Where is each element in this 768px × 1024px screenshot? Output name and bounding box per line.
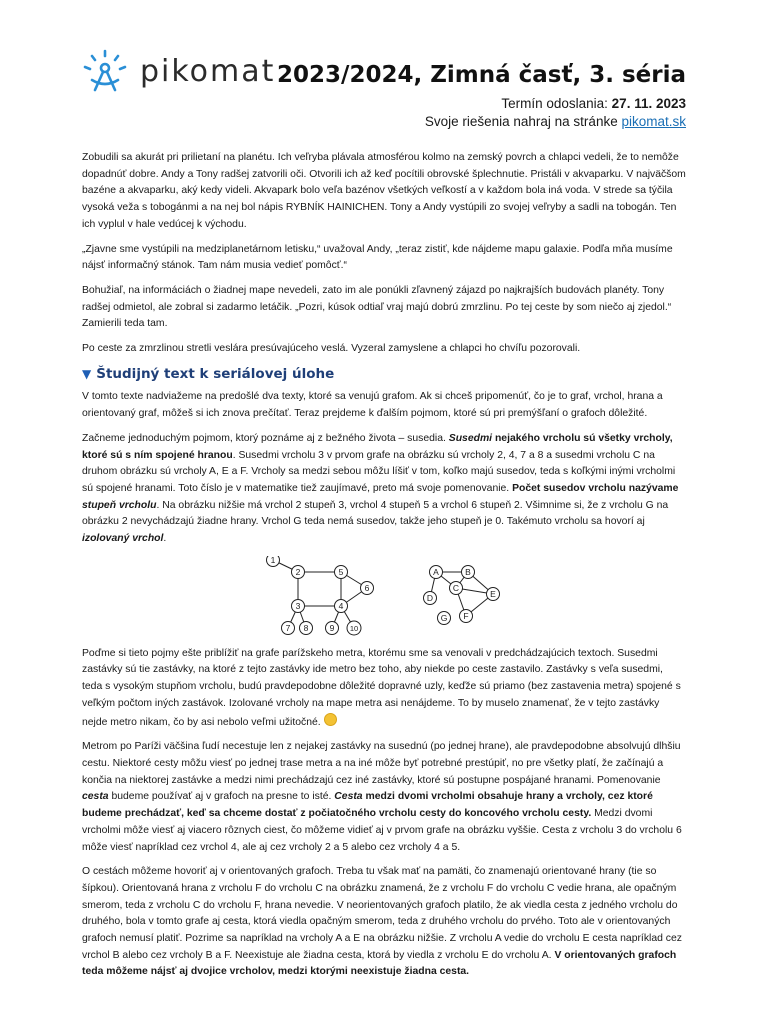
graph2-edges [430, 572, 493, 616]
term-isolated-vertex: izolovaný vrchol [82, 533, 164, 545]
text-run: budeme používať aj v grafoch na presne to isté. [108, 791, 335, 803]
text-run: Metrom po Paríži väčšina ľudí necestuje len z nejakej zastávky na susednú (po jednej hrane), ale pravdepodobne absolvujú dlhšiu cestu. Niektoré cesty môžu viesť po jednej trase metra a na iné môže byť potrebné prestúpiť, no pre všetky platí, že začínajú a končia na niektorej zastávke a medzi nimi prechádzajú cez iné zastávky, ktoré sú postupne pospájané hranami. Pomenovanie [82, 741, 681, 786]
graph1-node-label: 7 [285, 622, 291, 633]
study-paragraph-5 [82, 864, 686, 981]
compass-icon [80, 48, 130, 96]
term-susedmi: Susedmi [448, 432, 493, 444]
term-cesta: cesta [82, 791, 109, 803]
graph-figures [82, 556, 686, 640]
submit-info [425, 114, 686, 129]
main-content [82, 150, 686, 989]
pikomat-logo[interactable] [80, 48, 290, 96]
deadline-label: Termín odoslania: [501, 96, 612, 111]
study-paragraph-1: V tomto texte nadviažeme na predošlé dva texty, ktoré sa venujú grafom. Ak si chceš pripomenúť, čo je to graf, vrchol, hrana a orientovaný graf, môžeš si ich znova prečítať. Teraz prejdeme k ďalším pojmom, ktoré sú pri premýšľaní o grafoch dôležité. [82, 391, 663, 420]
graph2-node-label: G [440, 612, 448, 623]
text-run: . Susedmi vrcholu 3 v prvom grafe na obrázku sú vrcholy 2, 4, 7 a 8 a susedmi vrcholu C na druhom obrázku sú vrcholy A, E a F. Vrcholy sa medzi sebou môžu líšiť v tom, koľko majú susedov, teda s koľkými inými vrcholmi sú spojené hranami. Toto číslo je v matematike tiež zaujímavé, preto má svoje pomenovanie. [82, 449, 676, 494]
deadline [501, 96, 686, 111]
text-run: Začneme jednoduchým pojmom, ktorý poznáme aj z bežného života – susedia. [82, 432, 449, 444]
graph1-edges [273, 560, 367, 628]
graph1-node-label: 9 [329, 622, 335, 633]
graph1-node-label: 8 [303, 622, 309, 633]
text-run: Poďme si tieto pojmy ešte priblížiť na grafe parížskeho metra, ktorému sme sa venovali v predchádzajúcich textoch. Susedmi zastávky sú tie zastávky, na ktoré z tejto zastávky ide metro bez toho, aby niekde po ceste zastavilo. Zastávky s veľa susedmi, teda s vysokým stupňom vrcholu, budú pravdepodobne dôležité dopravné uzly, keďže sú priamo (bez zastavenia metra) spojené s veľkým počtom iných zastávok. Izolované vrcholy na mape metra asi nenájdeme. To by muselo znamenať, že v tejto zastávky nejde metro nikam, čo by asi nebolo veľmi užitočné. [82, 647, 681, 728]
definition-degree: Počet susedov vrcholu nazývame [512, 482, 679, 494]
page-header [0, 0, 768, 140]
term-cesta-definition: Cesta [334, 791, 363, 803]
graph1-node-label: 10 [349, 623, 359, 633]
definition-neighbors: nejakého vrcholu sú všetky vrcholy, ktoré sú s ním spojené hranou [82, 432, 673, 461]
term-degree: stupeň vrcholu [82, 499, 157, 511]
graph1-node-label: 1 [270, 555, 276, 565]
graph1-node-label: 6 [364, 582, 370, 593]
graph2-node-label: D [426, 592, 434, 603]
story-paragraph-3: Bohužiaľ, na informáciách o žiadnej mape nevedeli, zato im ale ponúkli zľavnený zájazd po najkrajších budovách planéty. Tony radšej odmietol, ale zobral si zadarmo letáčik. „Pozri, kúsok odtiaľ vraj majú dobrú zmrzlinu. Po tej ceste by som niečo aj zjedol.“ Zamierili teda tam. [82, 284, 672, 330]
text-run: Medzi dvomi vrcholmi môže viesť aj viacero rôznych ciest, čo môžeme vidieť aj v prvom grafe na obrázku vyššie. Cesta z vrcholu 3 do vrcholu 6 môže viesť napríklad cez vrchol 4, ale aj cez vrcholy 2 a 5 alebo cez vrcholy 4 a 5. [82, 808, 682, 853]
study-paragraph-2 [82, 431, 686, 548]
graph1-node-label: 4 [338, 600, 344, 611]
text-run: . [163, 533, 167, 545]
text-run: O cestách môžeme hovoriť aj v orientovaných grafoch. Treba tu však mať na pamäti, čo znamenajú orientované hrany (tie so šípkou). Orientovaná hrana z vrcholu F do vrcholu C na obrázku znamená, že z vrcholu F do vrcholu C vedie hrana, ale opačným smerom, teda z vrcholu C do vrcholu F, hrana nevedie. V neorientovaných grafoch platilo, že ak viedla cesta z jedného vrcholu do druhého, bola v tomto grafe aj cesta, ktorá viedla opačným smerom, teda z druhého vrcholu do prvého. Toto ale v orientovaných grafoch nemusí platiť. Pozrime sa napríklad na vrcholy A a E na obrázku nižšie. Z vrcholu A vedie do vrcholu E cesta napríklad cez vrchol B alebo cez vrcholy B a F. Neexistuje ale žiadna cesta, ktorá by viedla z vrcholu E do vrcholu A. [82, 866, 682, 961]
study-paragraph-3 [82, 646, 686, 732]
story-paragraph-4: Po ceste za zmrzlinou stretli veslára presúvajúceho veslá. Vyzeral zamyslene a chlapci ho chvíľu pozorovali. [82, 343, 581, 355]
story-paragraph-1: Zobudili sa akurát pri prilietaní na planétu. Ich veľryba plávala atmosférou kolmo na zemský povrch a chlapci vedeli, že to nemôže dopadnúť dobre. Andy a Tony radšej zatvorili oči. Otvorili ich až keď pocítili obrovské šplechnutie. Pristáli v akvaparku. V najväčšom bazéne a akvaparku, aký kedy videli. Akvapark bolo veľa bazénov všetkých veľkostí a v každom bola iná voda. V strede sa týčila vysoká veža s tobogánmi a na nej bol nápis RYBNÍK HAINICHEN. Tony a Andy vystúpili zo svojej veľryby a sadli na tobogán. Ten ich vyplul v hale vedúcej k východu. [82, 152, 686, 230]
graph1-node-label: 5 [338, 566, 344, 577]
graph1-node-label: 2 [295, 566, 301, 577]
graph2-node-label: A [433, 566, 439, 577]
deadline-date: 27. 11. 2023 [611, 96, 686, 111]
story-paragraph-2: „Zjavne sme vystúpili na medziplanetárnom letisku,“ uvažoval Andy, „teraz zistiť, kde nájdeme mapu galaxie. Podľa mňa musíme nájsť informačný stánok. Tam nám musia vedieť pomôcť.“ [82, 243, 673, 272]
graph1-node-label: 3 [295, 600, 301, 611]
text-run: . Na obrázku nižšie má vrchol 2 stupeň 3, vrchol 4 stupeň 5 a vrchol 6 stupeň 2. Všimnime si, že z vrcholu G na obrázku 2 nevychádzajú žiadne hrany. Vrchol G teda nemá susedov, takže jeho stupeň je 0. Takémuto vrcholu sa hovorí aj [82, 499, 669, 528]
pikomat-link[interactable]: pikomat.sk [621, 114, 686, 129]
definition-path: medzi dvomi vrcholmi obsahuje hrany a vrcholy, cez ktoré budeme prechádzať, keď sa chceme dostať z počiatočného vrcholu cesty do koncového vrcholu cesty. [82, 791, 653, 820]
page-title: 2023/2024, Zimná časť, 3. séria [277, 62, 686, 88]
graph2-node-label: E [490, 588, 496, 599]
collapse-triangle-icon[interactable]: ▼ [82, 366, 92, 381]
study-section-heading[interactable] [82, 366, 686, 383]
graph2-node-label: B [465, 566, 471, 577]
study-section-title: Študijný text k seriálovej úlohe [96, 365, 335, 382]
graph2-node-label: F [463, 610, 469, 621]
study-paragraph-4 [82, 739, 686, 856]
submit-prefix: Svoje riešenia nahraj na stránke [424, 114, 622, 129]
smiley-emoji-icon [324, 713, 337, 726]
graph2-node-label: C [452, 582, 460, 593]
graph-illustration [264, 556, 594, 640]
conclusion-directed-paths: V orientovaných grafoch teda môžeme nájsť aj dvojice vrcholov, medzi ktorými neexistuje žiadna cesta. [82, 949, 677, 978]
logo-text: pikomat [140, 54, 276, 89]
